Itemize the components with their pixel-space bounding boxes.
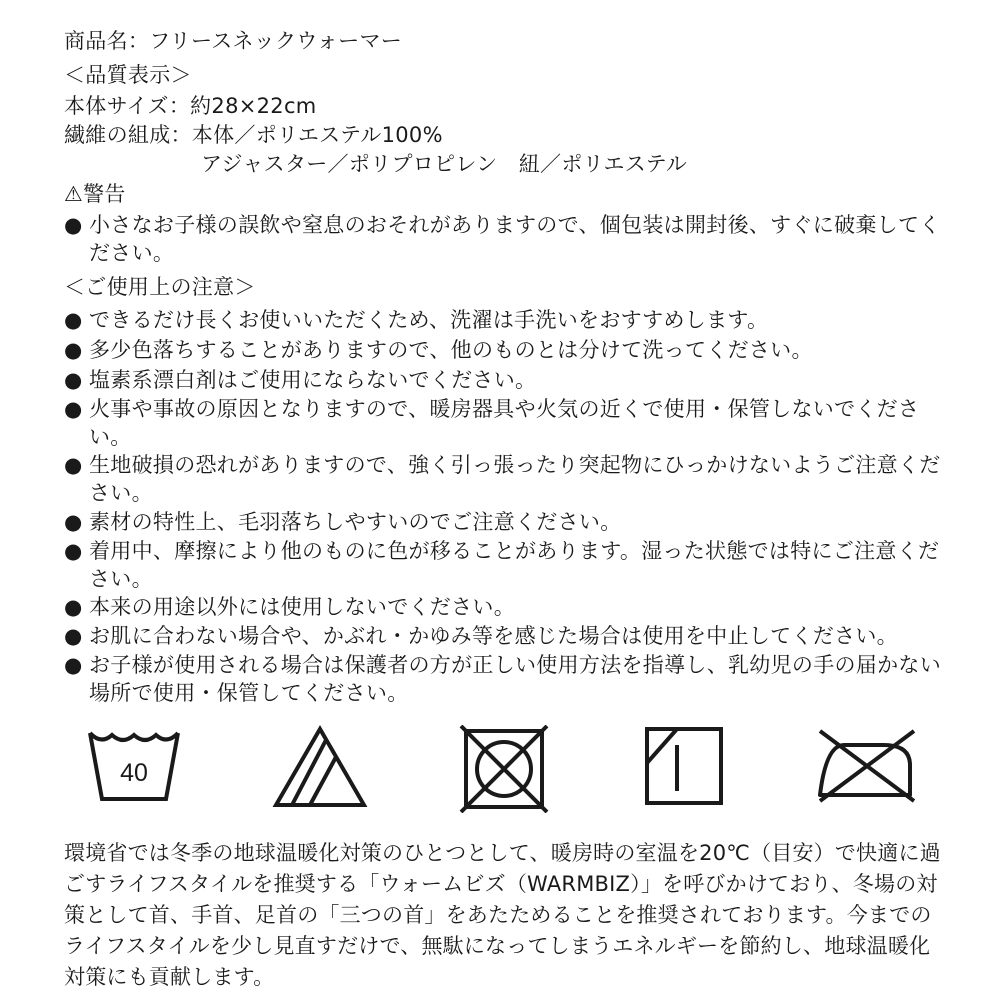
caution-text: 塩素系漂白剤はご使用にならないでください。 xyxy=(89,368,537,392)
caution-text: 本来の用途以外には使用しないでください。 xyxy=(89,595,515,619)
caution-header: ＜ご使用上の注意＞ xyxy=(64,275,256,299)
caution-item xyxy=(64,651,944,707)
caution-item xyxy=(64,622,944,650)
size-line: 本体サイズ：約28×22cm xyxy=(64,94,317,118)
caution-text: お肌に合わない場合や、かぶれ・かゆみ等を感じた場合は使用を中止してください。 xyxy=(89,624,898,648)
warning-text: 小さなお子様の誤飲や窒息のおそれがありますので、個包装は開封後、すぐに破棄してください。 xyxy=(89,213,941,265)
bullet-icon: ● xyxy=(64,308,83,332)
line-dry-icon xyxy=(643,725,727,809)
caution-item xyxy=(64,366,944,394)
caution-text: 着用中、摩擦により他のものに色が移ることがあります。湿った状態では特にご注意ください。 xyxy=(89,539,940,591)
bullet-icon: ● xyxy=(64,653,83,677)
wash-40-hand-icon xyxy=(86,725,182,805)
bullet-icon: ● xyxy=(64,539,83,563)
bleach-non-chlorine-icon xyxy=(272,725,368,809)
caution-text: 素材の特性上、毛羽落ちしやすいのでご注意ください。 xyxy=(89,510,622,534)
warning-item xyxy=(64,211,944,267)
caution-text: 多少色落ちすることがありますので、他のものとは分けて洗ってください。 xyxy=(89,338,813,362)
caution-item xyxy=(64,451,944,507)
bullet-icon: ● xyxy=(64,595,83,619)
no-iron-icon xyxy=(814,725,918,805)
caution-item xyxy=(64,336,944,364)
caution-text: 生地破損の恐れがありますので、強く引っ張ったり突起物にひっかけないようご注意ください。 xyxy=(89,453,941,505)
bullet-icon: ● xyxy=(64,510,83,534)
bullet-icon: ● xyxy=(64,624,83,648)
fiber-composition: 繊維の組成：本体／ポリエステル100% xyxy=(64,123,443,147)
caution-text: 火事や事故の原因となりますので、暖房器具や火気の近くで使用・保管しないでください。 xyxy=(89,397,920,449)
bullet-icon: ● xyxy=(64,397,83,421)
product-name: 商品名：フリースネックウォーマー xyxy=(64,29,403,53)
caution-text: できるだけ長くお使いいただくため、洗濯は手洗いをおすすめします。 xyxy=(89,308,769,332)
caution-item xyxy=(64,593,944,621)
bullet-icon: ● xyxy=(64,453,83,477)
wash-temperature-label: 40 xyxy=(120,759,148,787)
warning-header: ⚠警告 xyxy=(64,182,126,206)
no-tumble-dry-icon xyxy=(458,725,550,813)
quality-header: ＜品質表示＞ xyxy=(64,63,192,87)
bullet-icon: ● xyxy=(64,338,83,362)
caution-item xyxy=(64,395,944,451)
care-symbols xyxy=(0,725,1000,820)
caution-item xyxy=(64,508,944,536)
fiber-composition-accessories: アジャスター／ポリプロピレン 紐／ポリエステル xyxy=(201,152,688,176)
bullet-icon: ● xyxy=(64,368,83,392)
bullet-icon: ● xyxy=(64,213,83,237)
caution-item xyxy=(64,537,944,593)
caution-item xyxy=(64,306,944,334)
caution-text: お子様が使用される場合は保護者の方が正しい使用方法を指導し、乳幼児の手の届かない場所で使用・保管してください。 xyxy=(89,653,941,705)
warmbiz-note: 環境省では冬季の地球温暖化対策のひとつとして、暖房時の室温を20℃（目安）で快適に過ごすライフスタイルを推奨する「ウォームビズ（WARMBIZ）」を呼びかけており、冬場の対策として首、手首、足首の「三つの首」をあたためることを推奨されております。今までのライフスタイルを少し見直すだけで、無駄になってしまうエネルギーを節約し、地球温暖化対策にも貢献します。 xyxy=(64,841,941,989)
